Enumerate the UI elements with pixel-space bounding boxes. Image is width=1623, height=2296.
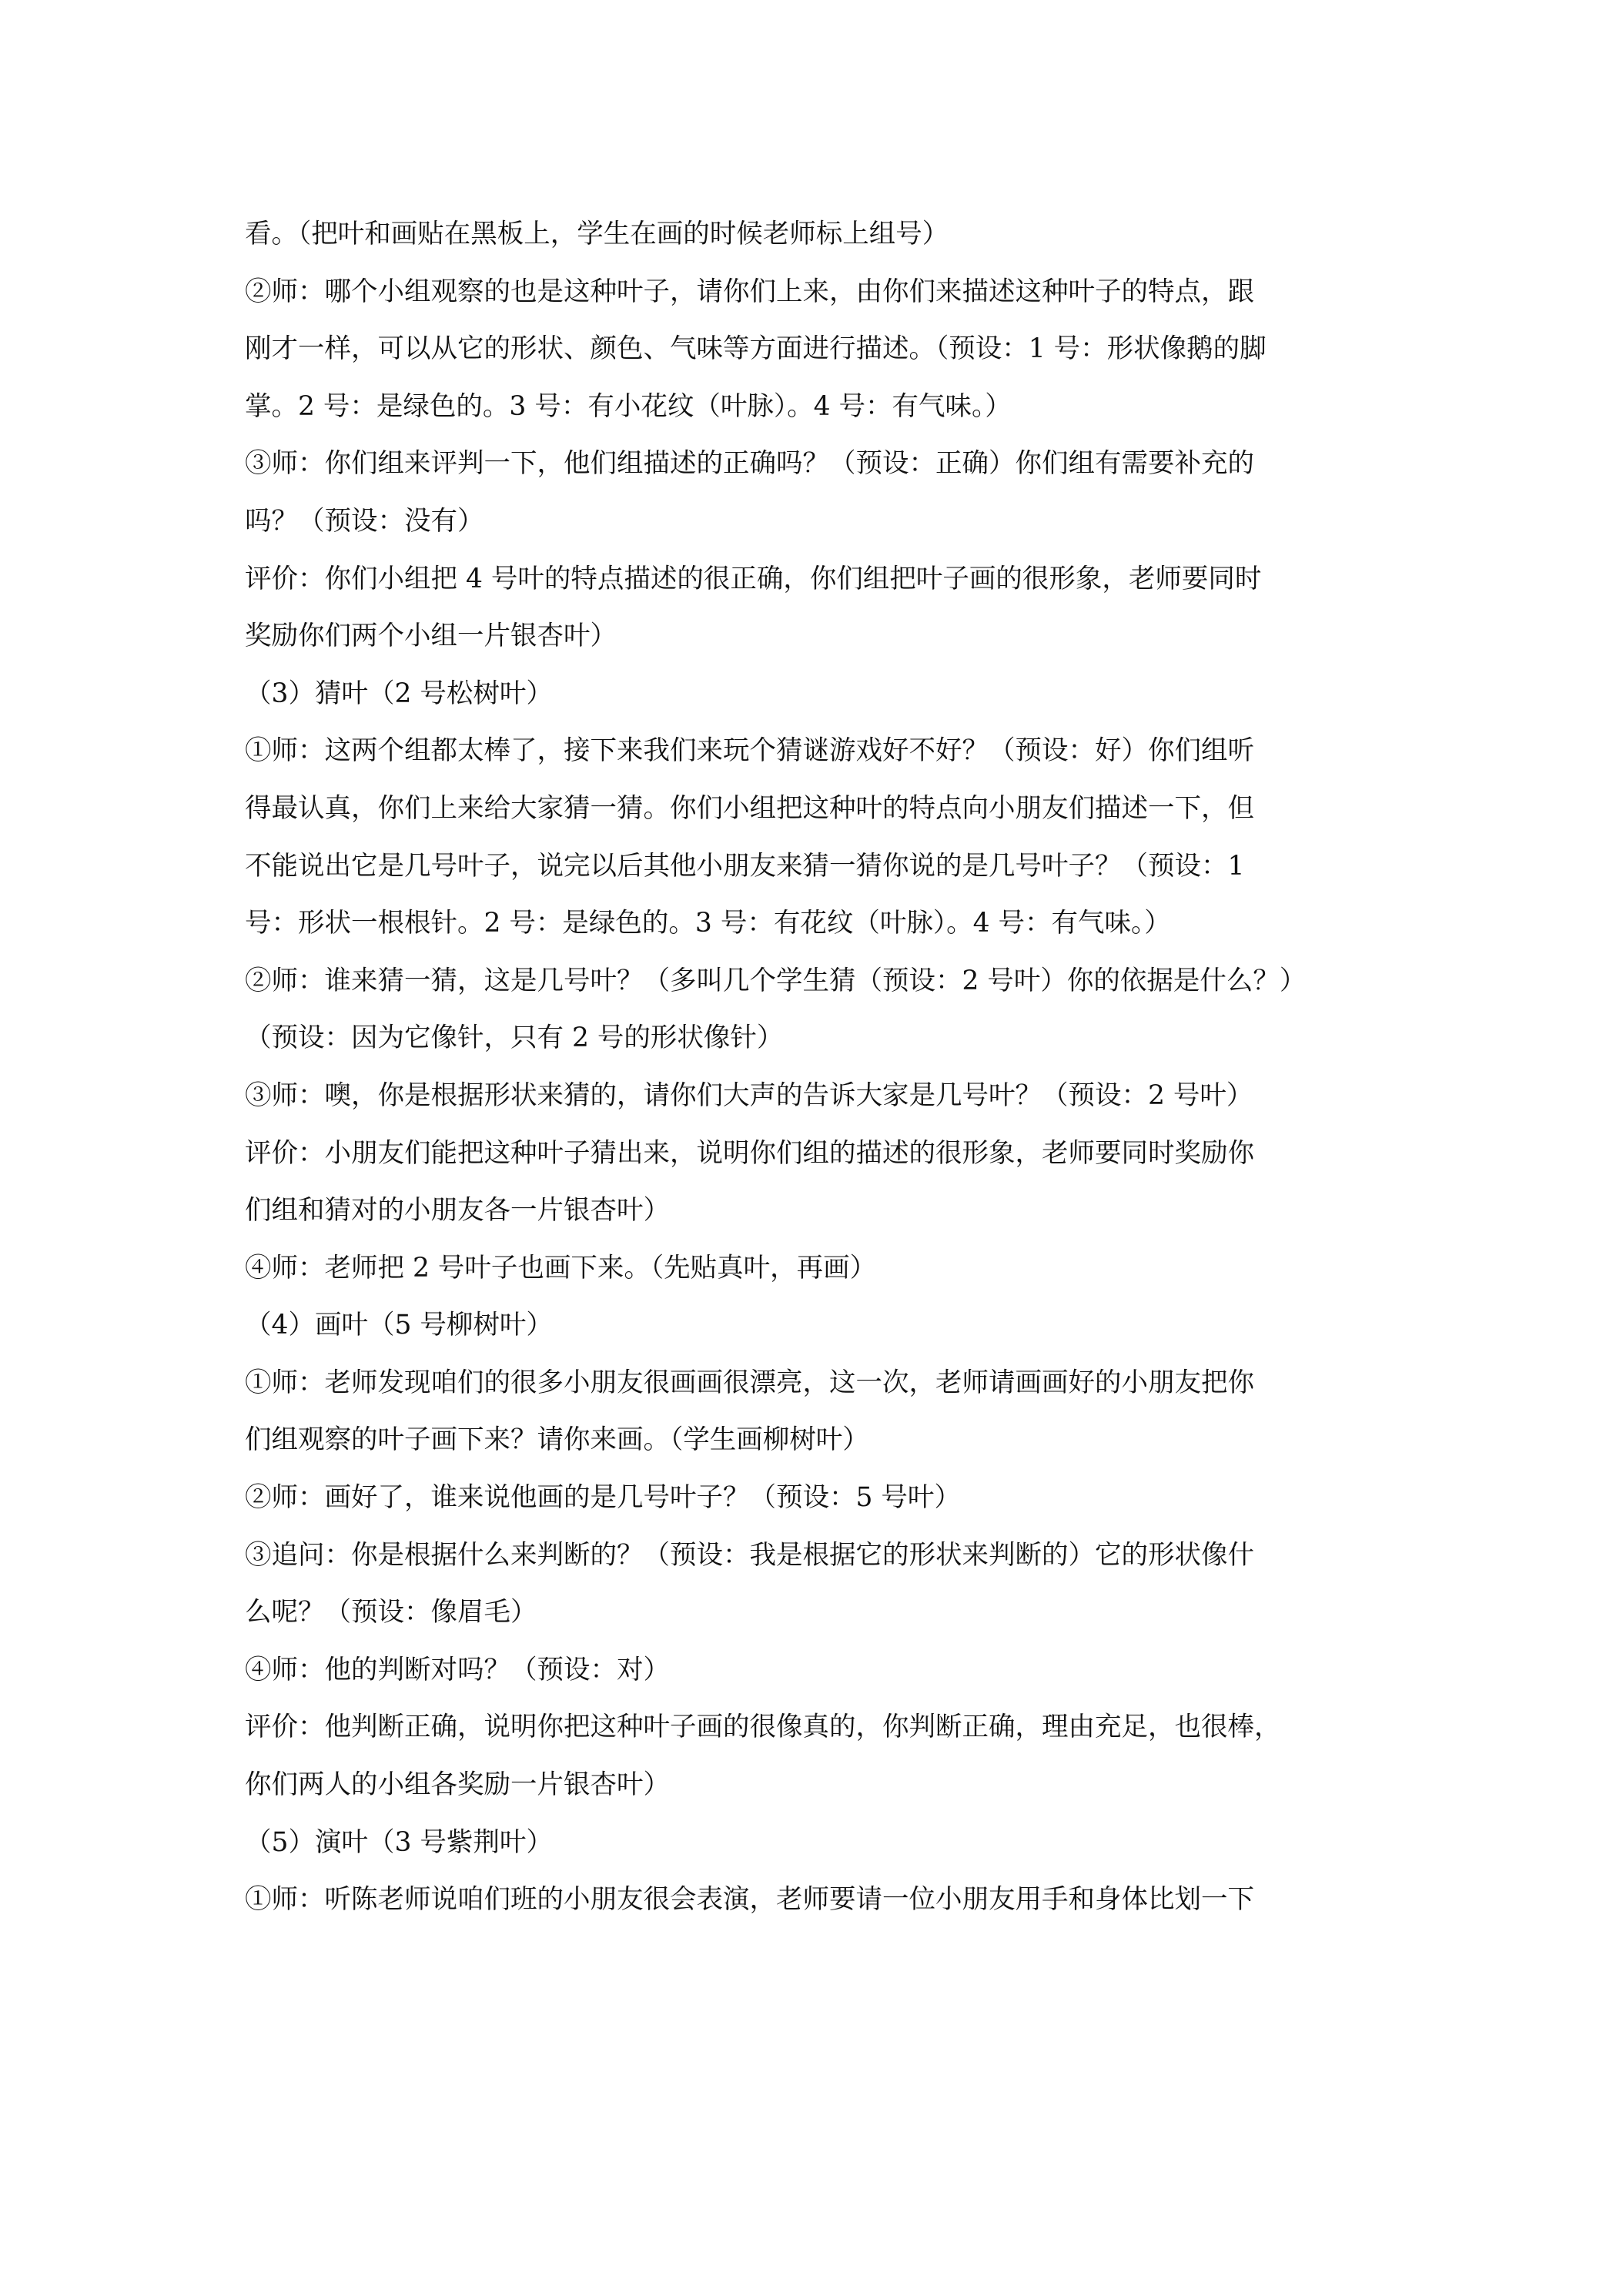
text-line: 刚才一样，可以从它的形状、颜色、气味等方面进行描述。（预设：1 号：形状像鹅的脚 [245, 333, 1267, 365]
text-line: ②师：谁来猜一猜，这是几号叶？（多叫几个学生猜（预设：2 号叶）你的依据是什么？） [245, 965, 1307, 996]
text-line: ②师：哪个小组观察的也是这种叶子，请你们上来，由你们来描述这种叶子的特点，跟 [245, 276, 1254, 307]
text-line: ③师：你们组来评判一下，他们组描述的正确吗？（预设：正确）你们组有需要补充的 [245, 448, 1254, 480]
text-line: （3）猜叶（2 号松树叶） [245, 678, 553, 709]
text-line: ①师：这两个组都太棒了，接下来我们来玩个猜谜游戏好不好？（预设：好）你们组听 [245, 735, 1254, 767]
text-line: ③师：噢，你是根据形状来猜的，请你们大声的告诉大家是几号叶？（预设：2 号叶） [245, 1079, 1253, 1111]
document-body [245, 206, 1383, 1929]
text-line: 看。（把叶和画贴在黑板上，学生在画的时候老师标上组号） [245, 219, 949, 249]
text-line: （5）演叶（3 号紫荆叶） [245, 1826, 553, 1858]
text-line: 们组观察的叶子画下来？请你来画。（学生画柳树叶） [245, 1424, 869, 1456]
text-line: 你们两人的小组各奖励一片银杏叶） [245, 1769, 670, 1801]
text-line: ①师：听陈老师说咱们班的小朋友很会表演，老师要请一位小朋友用手和身体比划一下 [245, 1884, 1254, 1916]
text-line: 么呢？（预设：像眉毛） [245, 1597, 537, 1628]
text-line: 得最认真，你们上来给大家猜一猜。你们小组把这种叶的特点向小朋友们描述一下，但 [245, 792, 1254, 824]
text-line: ③追问：你是根据什么来判断的？（预设：我是根据它的形状来判断的）它的形状像什 [245, 1539, 1254, 1571]
text-line: 评价：他判断正确，说明你把这种叶子画的很像真的，你判断正确，理由充足，也很棒， [245, 1712, 1281, 1743]
text-line: 评价：你们小组把 4 号叶的特点描述的很正确，你们组把叶子画的很形象，老师要同时 [245, 563, 1262, 594]
text-line: 评价：小朋友们能把这种叶子猜出来，说明你们组的描述的很形象，老师要同时奖励你 [245, 1137, 1254, 1169]
text-line: 号：形状一根根针。2 号：是绿色的。3 号：有花纹（叶脉）。4 号：有气味。） [245, 908, 1171, 939]
text-line: 掌。2 号：是绿色的。3 号：有小花纹（叶脉）。4 号：有气味。） [245, 390, 1012, 422]
text-line: ①师：老师发现咱们的很多小朋友很画画很漂亮，这一次，老师请画画好的小朋友把你 [245, 1367, 1254, 1398]
text-line: 吗？（预设：没有） [245, 505, 484, 537]
text-line: ④师：他的判断对吗？（预设：对） [245, 1654, 670, 1685]
text-line: 奖励你们两个小组一片银杏叶） [245, 621, 617, 652]
text-line: （预设：因为它像针，只有 2 号的形状像针） [245, 1022, 784, 1054]
text-line: 不能说出它是几号叶子，说完以后其他小朋友来猜一猜你说的是几号叶子？（预设：1 [245, 850, 1245, 882]
text-line: （4）画叶（5 号柳树叶） [245, 1310, 553, 1341]
text-line: ④师：老师把 2 号叶子也画下来。（先贴真叶，再画） [245, 1252, 877, 1284]
text-line: 们组和猜对的小朋友各一片银杏叶） [245, 1195, 670, 1227]
text-line: ②师：画好了，谁来说他画的是几号叶子？（预设：5 号叶） [245, 1482, 961, 1514]
